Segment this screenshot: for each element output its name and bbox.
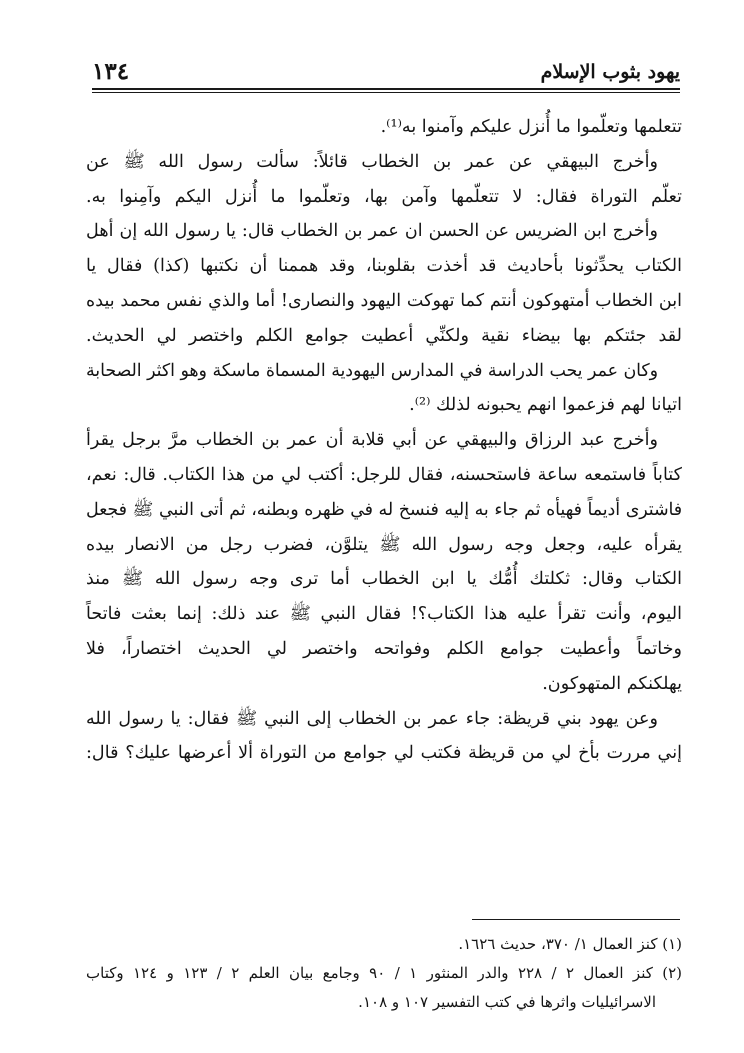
header-rule [92, 88, 680, 93]
footnote-separator [472, 919, 680, 920]
text-line: اليوم، وأنت تقرأ عليه هذا الكتاب؟! فقال النبي ﷺ عند ذلك: إنما بعثت فاتحاً [86, 604, 682, 625]
text-line: تتعلمها وتعلّموا ما أُنزل عليكم وآمنوا به⁽¹⁾. [380, 117, 682, 137]
text-line: الكتاب وقال: ثكلتك أُمُّك يا ابن الخطاب أما ترى وجه رسول الله ﷺ منذ [86, 569, 682, 590]
text-line: وأخرج البيهقي عن عمر بن الخطاب قائلاً: سألت رسول الله ﷺ عن [86, 151, 658, 172]
footnote-2: (٢) كنز العمال ٢ / ٢٢٨ والدر المنثور ١ / ٩٠ وجامع بيان العلم ٢ / ١٢٣ و ١٢٤ وكتاب [86, 964, 683, 982]
text-line: وكان عمر يحب الدراسة في المدارس اليهودية المسماة ماسكة وهو اكثر الصحابة [86, 360, 658, 381]
footnote-1: (١) كنز العمال ١/ ٣٧٠، حديث ١٦٢٦. [458, 935, 682, 953]
footnotes [86, 930, 682, 1017]
page-number: ١٣٤ [92, 58, 130, 85]
text-line: لقد جئتكم بها بيضاء نقية ولكنِّي أعطيت جوامع الكلم واختصر لي الحديث. [86, 325, 682, 346]
text-line: تعلّم التوراة فقال: لا تتعلّمها وآمن بها، وتعلّموا ما أُنزل اليكم وآمِنوا به. [86, 186, 682, 207]
body-text [86, 110, 682, 771]
text-line: الكتاب يحدِّثونا بأحاديث قد أخذت بقلوبنا، وقد هممنا أن نكتبها (كذا) فقال يا [86, 256, 682, 277]
text-line: وخاتماً وأعطيت جوامع الكلم وفواتحه واختصر لي الحديث اختصاراً، فلا [86, 638, 682, 659]
page-header [92, 44, 680, 84]
text-line: إني مررت بأخ لي من قريظة فكتب لي جوامع من التوراة ألا أعرضها عليك؟ قال: [86, 743, 682, 764]
text-line: وأخرج عبد الرزاق والبيهقي عن أبي قلابة أن عمر بن الخطاب مرَّ برجل يقرأ [86, 430, 658, 451]
text-line: فاشترى أديماً فهيأه ثم جاء به إليه فنسخ له في ظهره وبطنه، ثم أتى النبي ﷺ فجعل [86, 499, 682, 520]
footnote-2-continued: الاسرائيليات واثرها في كتب التفسير ١٠٧ و ١٠٨. [358, 993, 656, 1011]
text-line: يهلكنكم المتهوكون. [542, 673, 682, 694]
text-line: كتاباً فاستمعه ساعة فاستحسنه، فقال للرجل: أكتب لي من هذا الكتاب. قال: نعم، [86, 464, 682, 485]
text-line: وأخرج ابن الضريس عن الحسن ان عمر بن الخطاب قال: يا رسول الله إن أهل [86, 221, 658, 242]
running-title: يهود بثوب الإسلام [540, 61, 680, 83]
text-line: اتيانا لهم فزعموا انهم يحبونه لذلك ⁽²⁾. [409, 395, 682, 416]
text-line: وعن يهود بني قريظة: جاء عمر بن الخطاب إلى النبي ﷺ فقال: يا رسول الله [86, 708, 658, 729]
text-line: يقرأه عليه، وجعل وجه رسول الله ﷺ يتلوَّن، فضرب رجل من الانصار بيده [86, 534, 682, 555]
text-line: ابن الخطاب أمتهوكون أنتم كما تهوكت اليهود والنصارى! أما والذي نفس محمد بيده [86, 290, 682, 311]
